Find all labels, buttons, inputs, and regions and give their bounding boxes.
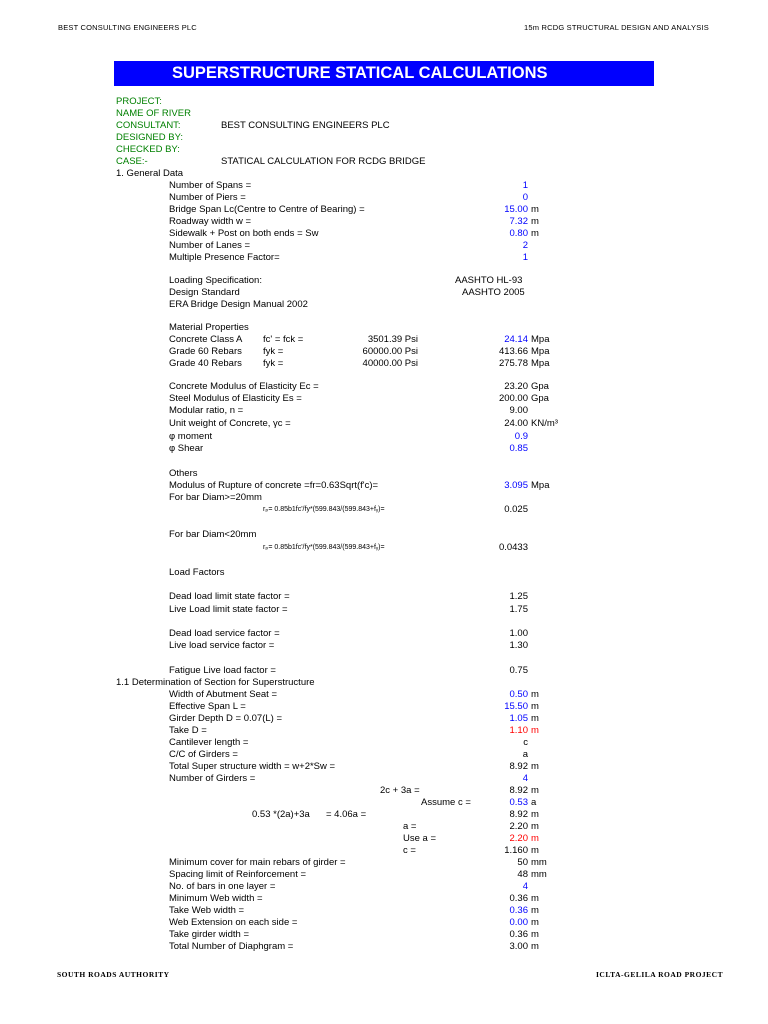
calc-value: 48	[517, 869, 528, 880]
project-row	[0, 96, 768, 108]
calc-label: Assume c =	[421, 797, 471, 808]
calc-value: c	[523, 737, 528, 748]
calc-label: C/C of Girders =	[169, 749, 238, 760]
material-value: 275.78	[498, 358, 528, 369]
calc-label: No. of bars in one layer =	[169, 881, 276, 892]
calc-row	[0, 929, 768, 941]
material-value: 24.14	[504, 334, 528, 345]
modulus-value: 0.85	[509, 443, 528, 454]
calc-label: Total Super structure width = w+2*Sw =	[169, 761, 336, 772]
calc-row	[0, 893, 768, 905]
checked-row	[0, 144, 768, 156]
material-psi: 40000.00 Psi	[362, 358, 418, 369]
general-label: Number of Piers =	[169, 192, 246, 203]
calc-unit: m	[531, 701, 539, 712]
calc-label: Minimum Web width =	[169, 893, 263, 904]
bar-ge20-formula: rₚ= 0.85b1fc'/fy*(599.843/(599.843+fᵧ)=	[263, 506, 385, 513]
calc-value: 1.10	[509, 725, 528, 736]
calc-label: Width of Abutment Seat =	[169, 689, 277, 700]
calc-value: 1.160	[504, 845, 528, 856]
general-value: 0	[522, 192, 528, 203]
general-row	[0, 192, 768, 204]
page-footer-left: SOUTH ROADS AUTHORITY	[57, 970, 170, 979]
calc-row	[0, 797, 768, 809]
general-row	[0, 204, 768, 216]
design-standard-row	[0, 287, 768, 299]
calc-label: Cantilever length =	[169, 737, 249, 748]
calc-value: 0.00	[509, 917, 528, 928]
calc-value: 2.20	[509, 833, 528, 844]
modulus-value: 0.9	[514, 431, 528, 442]
load-factor-label: Live load service factor =	[169, 640, 275, 651]
calc-row	[0, 773, 768, 785]
general-label: Sidewalk + Post on both ends = Sw	[169, 228, 319, 239]
rupture-unit: Mpa	[531, 480, 550, 491]
general-row	[0, 252, 768, 264]
material-label: Concrete Class A	[169, 334, 243, 345]
material-label: Grade 40 Rebars	[169, 358, 242, 369]
calc-value: 8.92	[509, 761, 528, 772]
designed-row	[0, 132, 768, 144]
calc-row	[0, 701, 768, 713]
general-value: 1	[522, 252, 528, 263]
calc-value: 0.53	[509, 797, 528, 808]
loading-spec-value: AASHTO HL-93	[455, 275, 523, 286]
calc-label: Total Number of Diaphgram =	[169, 941, 294, 952]
modulus-unit: Gpa	[531, 393, 549, 404]
case-value: STATICAL CALCULATION FOR RCDG BRIDGE	[221, 156, 426, 167]
bar-lt20-row	[0, 529, 768, 541]
calc-value: 3.00	[509, 941, 528, 952]
calc-row	[0, 857, 768, 869]
general-value: 1	[522, 180, 528, 191]
material-symbol: fyk =	[263, 346, 284, 357]
case-label: CASE:-	[116, 156, 148, 167]
modulus-value: 23.20	[504, 381, 528, 392]
bar-lt20-formula-row	[0, 542, 768, 554]
calc-unit: mm	[531, 857, 547, 868]
general-row	[0, 216, 768, 228]
section1-heading-row	[0, 168, 768, 180]
calc-label: Take D =	[169, 725, 207, 736]
designed-label: DESIGNED BY:	[116, 132, 184, 143]
load-factor-row	[0, 640, 768, 652]
calc-value: 8.92	[509, 809, 528, 820]
general-value: 0.80	[509, 228, 528, 239]
load-factor-value: 1.00	[509, 628, 528, 639]
general-label: Number of Spans =	[169, 180, 252, 191]
calc-value: 15.50	[504, 701, 528, 712]
page-footer-right: ICLTA-GELILA ROAD PROJECT	[596, 970, 724, 979]
calc-row	[0, 761, 768, 773]
material-psi: 3501.39 Psi	[367, 334, 418, 345]
calc-unit: m	[531, 845, 539, 856]
general-row	[0, 228, 768, 240]
calc-row	[0, 689, 768, 701]
load-factor-value: 1.75	[509, 604, 528, 615]
calc-value: 0.36	[509, 929, 528, 940]
calc-value: 1.05	[509, 713, 528, 724]
calc-row	[0, 749, 768, 761]
material-unit: Mpa	[531, 358, 550, 369]
bar-ge20-formula-row	[0, 504, 768, 516]
general-unit: m	[531, 228, 539, 239]
modulus-label: Concrete Modulus of Elasticity Ec =	[169, 381, 319, 392]
page-header-right: 15m RCDG STRUCTURAL DESIGN AND ANALYSIS	[524, 23, 709, 32]
general-value: 7.32	[509, 216, 528, 227]
calc-unit: m	[531, 785, 539, 796]
general-row	[0, 180, 768, 192]
calc-row	[0, 869, 768, 881]
calc-unit: a	[531, 797, 537, 808]
calc-value: 0.36	[509, 893, 528, 904]
calc-label: Minimum cover for main rebars of girder =	[169, 857, 346, 868]
material-symbol: fyk =	[263, 358, 284, 369]
modulus-row	[0, 431, 768, 443]
rupture-value: 3.095	[504, 480, 528, 491]
calc-unit: m	[531, 713, 539, 724]
calc-value: 4	[522, 773, 528, 784]
material-heading-row	[0, 322, 768, 334]
calc-unit: m	[531, 761, 539, 772]
material-symbol: fc' = fck =	[263, 334, 304, 345]
design-standard-value: AASHTO 2005	[462, 287, 525, 298]
material-row	[0, 334, 768, 346]
calc-row	[0, 941, 768, 953]
calc-label: Girder Depth D = 0.07(L) =	[169, 713, 282, 724]
project-label: PROJECT:	[116, 96, 162, 107]
calc-value: 2.20	[509, 821, 528, 832]
manual-text: ERA Bridge Design Manual 2002	[169, 299, 308, 310]
modulus-row	[0, 393, 768, 405]
calc-label: 2c + 3a =	[380, 785, 420, 796]
calc-unit: m	[531, 725, 539, 736]
bar-ge20-label: For bar Diam>=20mm	[169, 492, 262, 503]
calc-value: a	[522, 749, 528, 760]
calc-label: Number of Girders =	[169, 773, 256, 784]
calc-unit: m	[531, 833, 539, 844]
checked-label: CHECKED BY:	[116, 144, 180, 155]
load-factor-row	[0, 591, 768, 603]
load-factor-label: Fatigue Live load factor =	[169, 665, 276, 676]
modulus-label: φ Shear	[169, 443, 204, 454]
modulus-row	[0, 418, 768, 430]
calc-unit: m	[531, 905, 539, 916]
consultant-row	[0, 120, 768, 132]
calc-unit: mm	[531, 869, 547, 880]
calc-unit: m	[531, 929, 539, 940]
modulus-row	[0, 381, 768, 393]
load-factors-heading: Load Factors	[169, 567, 225, 578]
modulus-label: Steel Modulus of Elasticity Es =	[169, 393, 302, 404]
calc-row	[0, 785, 768, 797]
calc-row	[0, 821, 768, 833]
load-factor-label: Dead load limit state factor =	[169, 591, 290, 602]
section1-1-heading: 1.1 Determination of Section for Superstructure	[116, 677, 315, 688]
loading-spec-row	[0, 275, 768, 287]
general-label: Multiple Presence Factor=	[169, 252, 280, 263]
calc-label: Take girder width =	[169, 929, 249, 940]
calc-row	[0, 833, 768, 845]
section1-heading: 1. General Data	[116, 168, 184, 179]
material-label: Grade 60 Rebars	[169, 346, 242, 357]
general-label: Bridge Span Lc(Centre to Centre of Bearing) =	[169, 204, 365, 215]
river-row	[0, 108, 768, 120]
load-factor-value: 1.25	[509, 591, 528, 602]
modulus-unit: Gpa	[531, 381, 549, 392]
modulus-row	[0, 405, 768, 417]
page-header-left: BEST CONSULTING ENGINEERS PLC	[58, 23, 197, 32]
calc-value: 0.50	[509, 689, 528, 700]
material-psi: 60000.00 Psi	[362, 346, 418, 357]
load-factors-heading-row	[0, 567, 768, 579]
calc-label: Effective Span L =	[169, 701, 246, 712]
manual-row	[0, 299, 768, 311]
calc-row	[0, 917, 768, 929]
material-unit: Mpa	[531, 334, 550, 345]
general-row	[0, 240, 768, 252]
calc-label: c =	[403, 845, 416, 856]
material-value: 413.66	[498, 346, 528, 357]
bar-lt20-label: For bar Diam<20mm	[169, 529, 257, 540]
loading-spec-label: Loading Specification:	[169, 275, 262, 286]
calc-row	[0, 737, 768, 749]
load-factor-value: 1.30	[509, 640, 528, 651]
bar-ge20-row	[0, 492, 768, 504]
material-row	[0, 358, 768, 370]
calc-unit: m	[531, 821, 539, 832]
modulus-label: Unit weight of Concrete, γc =	[169, 418, 291, 429]
bar-lt20-formula: rₚ= 0.85b1fc'/fy*(599.843/(599.843+fᵧ)=	[263, 544, 385, 551]
calc-label: Web Extension on each side =	[169, 917, 298, 928]
general-unit: m	[531, 204, 539, 215]
eq2-left: 0.53 *(2a)+3a	[252, 809, 310, 820]
calc-value: 4	[522, 881, 528, 892]
eq2-mid: = 4.06a =	[326, 809, 367, 820]
page-title: SUPERSTRUCTURE STATICAL CALCULATIONS	[114, 61, 654, 86]
load-factor-row	[0, 665, 768, 677]
modulus-value: 24.00	[504, 418, 528, 429]
others-heading: Others	[169, 468, 198, 479]
calc-value: 0.36	[509, 905, 528, 916]
consultant-label: CONSULTANT:	[116, 120, 181, 131]
general-label: Roadway width w =	[169, 216, 252, 227]
calc-unit: m	[531, 917, 539, 928]
calc-unit: m	[531, 893, 539, 904]
calc-label: a =	[403, 821, 417, 832]
section1-1-heading-row	[0, 677, 768, 689]
calc-value: 50	[517, 857, 528, 868]
load-factor-value: 0.75	[509, 665, 528, 676]
material-unit: Mpa	[531, 346, 550, 357]
calc-unit: m	[531, 941, 539, 952]
general-unit: m	[531, 216, 539, 227]
bar-ge20-value: 0.025	[504, 504, 528, 515]
calc-row	[0, 809, 768, 821]
material-heading: Material Properties	[169, 322, 249, 333]
calc-row	[0, 845, 768, 857]
load-factor-row	[0, 628, 768, 640]
modulus-unit: KN/m³	[531, 418, 558, 429]
material-row	[0, 346, 768, 358]
load-factor-label: Dead load service factor =	[169, 628, 280, 639]
modulus-label: φ moment	[169, 431, 213, 442]
calc-label: Spacing limit of Reinforcement =	[169, 869, 307, 880]
rupture-label: Modulus of Rupture of concrete =fr=0.63Sqrt(f'c)=	[169, 480, 379, 491]
load-factor-row	[0, 604, 768, 616]
bar-lt20-value: 0.0433	[498, 542, 528, 553]
calc-label: Take Web width =	[169, 905, 245, 916]
modulus-value: 9.00	[509, 405, 528, 416]
rupture-row	[0, 480, 768, 492]
others-heading-row	[0, 468, 768, 480]
design-standard-label: Design Standard	[169, 287, 240, 298]
general-label: Number of Lanes =	[169, 240, 251, 251]
general-value: 15.00	[504, 204, 528, 215]
case-row	[0, 156, 768, 168]
calc-label: Use a =	[403, 833, 437, 844]
calc-row	[0, 905, 768, 917]
load-factor-label: Live Load limit state factor =	[169, 604, 288, 615]
modulus-row	[0, 443, 768, 455]
modulus-label: Modular ratio, n =	[169, 405, 244, 416]
modulus-value: 200.00	[498, 393, 528, 404]
calc-value: 8.92	[509, 785, 528, 796]
general-value: 2	[522, 240, 528, 251]
calc-row	[0, 713, 768, 725]
calc-unit: m	[531, 809, 539, 820]
consultant-value: BEST CONSULTING ENGINEERS PLC	[221, 120, 390, 131]
calc-row	[0, 881, 768, 893]
calc-row	[0, 725, 768, 737]
calc-unit: m	[531, 689, 539, 700]
river-label: NAME OF RIVER	[116, 108, 191, 119]
